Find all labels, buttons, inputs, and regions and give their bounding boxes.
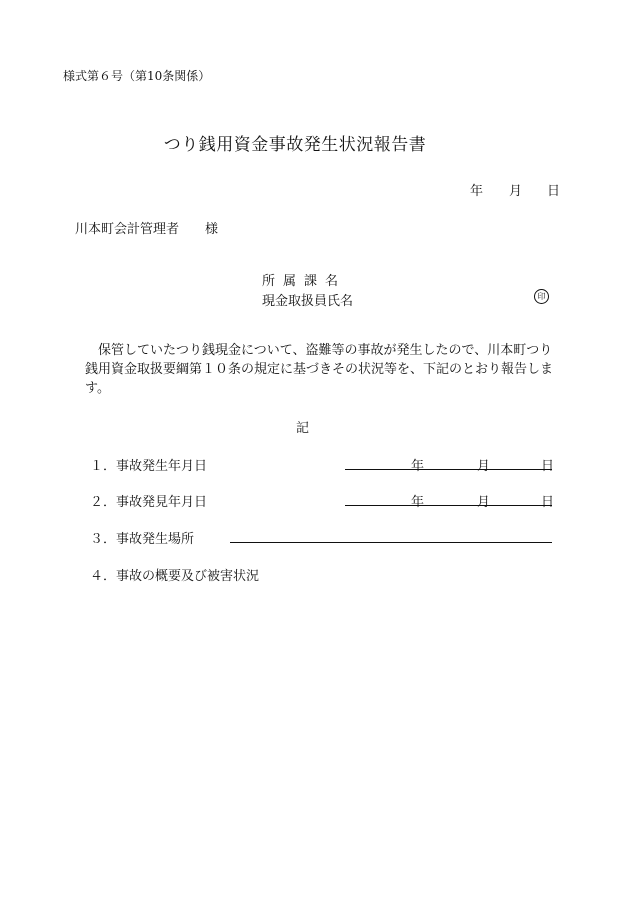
ki-heading: 記	[296, 421, 310, 436]
handler-name-label: 現金取扱員氏名	[262, 294, 354, 309]
item-location-field[interactable]	[230, 542, 552, 543]
item-discovery-month: 月	[477, 495, 491, 510]
item-occurrence-date-label: １．事故発生年月日	[90, 459, 208, 474]
report-date-month: 月	[509, 184, 523, 199]
item-occurrence-year: 年	[411, 459, 425, 474]
report-date-day: 日	[547, 184, 561, 199]
report-date-year: 年	[470, 184, 484, 199]
item-discovery-date-field[interactable]	[345, 505, 552, 506]
document-title: つり銭用資金事故発生状況報告書	[163, 135, 427, 155]
seal-mark: 印	[534, 289, 549, 304]
addressee-name: 川本町会計管理者	[75, 222, 180, 237]
addressee-honorific: 様	[205, 222, 219, 237]
form-number: 様式第６号（第10条関係）	[63, 69, 211, 83]
item-summary-label: ４．事故の概要及び被害状況	[90, 569, 260, 584]
department-label: 所属課名	[262, 274, 347, 289]
item-discovery-date-label: ２．事故発見年月日	[90, 495, 208, 510]
item-occurrence-month: 月	[477, 459, 491, 474]
item-discovery-day: 日	[541, 495, 555, 510]
item-occurrence-day: 日	[541, 459, 555, 474]
body-paragraph: 保管していたつり銭現金について、盗難等の事故が発生したので、川本町つり銭用資金取扱要綱第１０条の規定に基づきその状況等を、下記のとおり報告します。	[85, 343, 554, 396]
item-occurrence-date-field[interactable]	[345, 469, 552, 470]
item-discovery-year: 年	[411, 495, 425, 510]
item-location-label: ３．事故発生場所	[90, 532, 195, 547]
